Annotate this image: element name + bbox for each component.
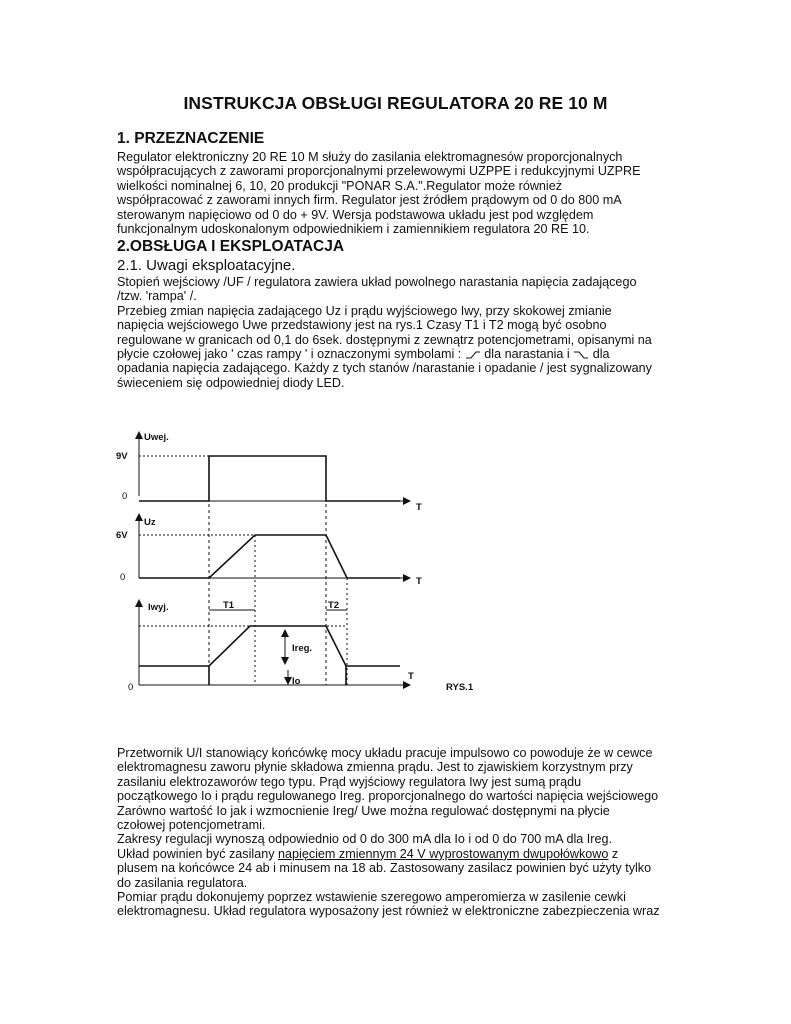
- section-2-paragraph: [117, 275, 677, 390]
- uz-zero-label: 0: [120, 572, 126, 583]
- section-2-heading: 2.OBSŁUGA I EKSPLOATACJA: [117, 238, 345, 255]
- ramp-down-symbol-icon: [573, 350, 589, 360]
- uz-t-label: T: [416, 576, 422, 587]
- iwyj-waveform: [139, 626, 400, 666]
- text-line: elektromagnesu. Układ regulatora wyposażony jest również w elektroniczne zabezpieczenia wraz: [117, 904, 660, 919]
- text-fragment: z: [608, 846, 619, 861]
- text-line: funkcjonalnym udoskonalonym odpowiednikiem i zamiennikiem regulatora 20 RE 10.: [117, 222, 590, 237]
- text-line: Stopień wejściowy /UF / regulatora zawiera układ powolnego narastania napięcia zadającego: [117, 275, 637, 289]
- text-line: zasilaniu elektrozaworów tego typu. Prąd wyjściowy regulatora Iwy jest sumą prądu: [117, 774, 582, 789]
- ramp-up-symbol-icon: [465, 350, 481, 360]
- text-fragment: Układ powinien być zasilany: [117, 846, 279, 861]
- text-line: /tzw. 'rampa' /.: [117, 289, 197, 304]
- section-1-paragraph: [117, 150, 677, 236]
- text-fragment: dla: [592, 347, 610, 362]
- iwyj-zero-label: 0: [128, 682, 134, 693]
- ireg-label: Ireg.: [292, 643, 313, 654]
- t1-label: T1: [223, 600, 235, 611]
- text-line: regulowane w granicach od 0,1 do 6sek. dostępnymi z zewnątrz potencjometrami, opisanymi na: [117, 332, 652, 347]
- text-line: do zasilania regulatora.: [117, 875, 248, 890]
- uwej-label: Uwej.: [144, 432, 169, 443]
- underlined-text: napięciem zmiennym 24 V wyprostowanym dwupołówkowo: [278, 846, 609, 861]
- section-1-heading: 1. PRZEZNACZENIE: [117, 130, 265, 147]
- iwyj-label: Iwyj.: [148, 602, 169, 613]
- t2-label: T2: [328, 600, 340, 611]
- figure-caption: RYS.1: [446, 682, 474, 693]
- text-line: Zakresy regulacji wynoszą odpowiednio od 0 do 300 mA dla Io i od 0 do 700 mA dla Ireg.: [117, 832, 612, 847]
- text-line-with-symbols: [117, 347, 677, 361]
- text-line: czołowej potencjometrami.: [117, 818, 266, 833]
- text-fragment: płycie czołowej jako ' czas rampy ' i oznaczonymi symbolami :: [117, 347, 462, 362]
- timing-diagram-figure: [110, 420, 510, 720]
- text-line: początkowego Io i prądu regulowanego Ireg. proporcjonalnego do wartości napięcia wejściowego: [117, 789, 659, 804]
- text-line: Przebieg zmian napięcia zadającego Uz i prądu wyjściowego Iwy, przy skokowej zmianie: [117, 303, 612, 318]
- text-line: współpracować z zaworami innych firm. Regulator jest źródłem prądowym od 0 do 800 mA: [117, 193, 622, 208]
- text-line: napięcia wejściowego Uwe przedstawiony jest na rys.1 Czasy T1 i T2 mogą być osobno: [117, 318, 607, 333]
- section-3-paragraph: [117, 746, 677, 919]
- text-line: współpracujących z zaworami proporcjonalnymi przelewowymi UZPPE i redukcyjnymi UZPRE: [117, 164, 641, 179]
- text-line: Regulator elektroniczny 20 RE 10 M służy do zasilania elektromagnesów proporcjonalnych: [117, 150, 623, 164]
- text-line: opadania napięcia zadającego. Każdy z tych stanów /narastanie i opadanie / jest sygnalizowany: [117, 361, 652, 376]
- uwej-waveform: [139, 456, 400, 501]
- uz-level-label: 6V: [116, 530, 128, 541]
- text-line: Zarówno wartość Io jak i wzmocnienie Ireg/ Uwe można regulować dostępnymi na płycie: [117, 803, 610, 818]
- text-line-with-underline: [117, 847, 677, 861]
- uz-label: Uz: [144, 517, 156, 528]
- uz-waveform: [139, 535, 400, 578]
- uwej-level-label: 9V: [116, 451, 128, 462]
- iwyj-t-label: T: [408, 671, 414, 682]
- text-line: plusem na końcówce 24 ab i minusem na 18 ab. Zastosowany zasilacz powinien być użyty tylko: [117, 861, 652, 876]
- uwej-t-label: T: [416, 502, 422, 513]
- text-line: Przetwornik U/I stanowiący końcówkę mocy układu pracuje impulsowo co powoduje że w cewce: [117, 746, 653, 760]
- text-fragment: dla narastania i: [484, 347, 570, 362]
- document-title: INSTRUKCJA OBSŁUGI REGULATORA 20 RE 10 M: [183, 93, 608, 113]
- uwej-zero-label: 0: [122, 491, 128, 502]
- text-line: Pomiar prądu dokonujemy poprzez wstawienie szeregowo amperomierza w zasilenie cewki: [117, 890, 626, 905]
- io-label: Io: [292, 676, 301, 687]
- section-2-1-heading: 2.1. Uwagi eksploatacyjne.: [117, 257, 296, 274]
- text-line: świeceniem się odpowiedniej diody LED.: [117, 375, 345, 390]
- text-line: sterowanym napięciowo od 0 do + 9V. Wersja podstawowa układu jest pod względem: [117, 207, 594, 222]
- text-line: elektromagnesu zaworu płynie składowa zmienna prądu. Jest to zjawiskiem korzystnym przy: [117, 760, 633, 775]
- text-line: wielkości nominalnej 6, 10, 20 produkcji "PONAR S.A.".Regulator może również: [117, 178, 563, 193]
